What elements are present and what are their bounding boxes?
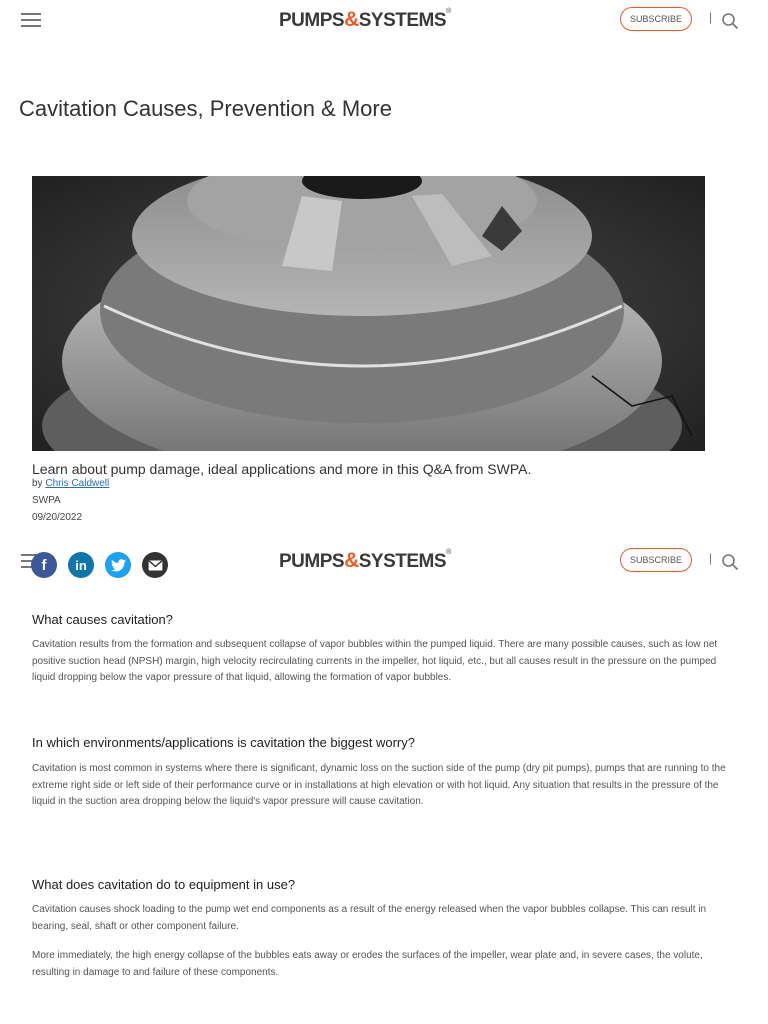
header-separator: | bbox=[709, 10, 713, 24]
menu-icon[interactable] bbox=[21, 13, 41, 31]
organization: SWPA bbox=[32, 495, 61, 506]
twitter-icon[interactable] bbox=[105, 552, 131, 578]
subscribe-button[interactable]: SUBSCRIBE bbox=[620, 7, 692, 31]
section-heading: What causes cavitation? bbox=[32, 612, 173, 627]
section-paragraph: Cavitation causes shock loading to the pump wet end components as a result of the energy released when the vapor bubbles collapse. This can result in bearing, seal, shaft or other component failure. bbox=[32, 904, 707, 932]
section-heading: In which environments/applications is cavitation the biggest worry? bbox=[32, 735, 415, 750]
section-paragraph: Cavitation results from the formation and subsequent collapse of vapor bubbles within the pumped liquid. There are many possible causes, such as low net positive suction head (NPSH) margin, high velocity recirculating currents in the impeller, hot liquid, etc., but all causes result in the pressure on the pumped liquid dropping below the vapor pressure of that liquid, allowing the formation of vapor bubbles. bbox=[32, 639, 718, 683]
header-separator: | bbox=[709, 551, 713, 565]
email-icon[interactable] bbox=[142, 552, 168, 578]
section-paragraph: More immediately, the high energy collapse of the bubbles eats away or erodes the surfaces of the impeller, wear plate and, in severe cases, the volute, resulting in damage to and failure of these components. bbox=[32, 950, 703, 978]
share-bar bbox=[31, 552, 168, 578]
site-header bbox=[0, 0, 768, 40]
search-icon[interactable] bbox=[721, 553, 739, 571]
section-paragraph: Cavitation is most common in systems where there is significant, dynamic loss on the suction side of the pump (dry pit pumps), pumps that are running to the extreme right side or left side of their performance curve or in installations at high elevation or with hot liquid. Any situation that results in the pressure of the liquid in the suction area dropping below the liquid's vapor pressure will cause cavitation. bbox=[32, 763, 726, 807]
site-logo[interactable]: PUMPS&SYSTEMS® bbox=[279, 549, 451, 572]
site-logo[interactable]: PUMPS&SYSTEMS® bbox=[279, 8, 451, 31]
article-title: Cavitation Causes, Prevention & More bbox=[19, 96, 392, 121]
author-link[interactable]: Chris Caldwell bbox=[45, 478, 110, 489]
search-icon[interactable] bbox=[721, 12, 739, 30]
byline: by Chris Caldwell bbox=[32, 478, 110, 489]
image-caption: Learn about pump damage, ideal applications and more in this Q&A from SWPA. bbox=[32, 461, 532, 477]
section-heading: What does cavitation do to equipment in use? bbox=[32, 877, 296, 892]
linkedin-icon[interactable]: in bbox=[68, 552, 94, 578]
hero-image bbox=[32, 176, 705, 451]
publish-date: 09/20/2022 bbox=[32, 512, 83, 523]
subscribe-button[interactable]: SUBSCRIBE bbox=[620, 548, 692, 572]
facebook-icon[interactable]: f bbox=[31, 552, 57, 578]
